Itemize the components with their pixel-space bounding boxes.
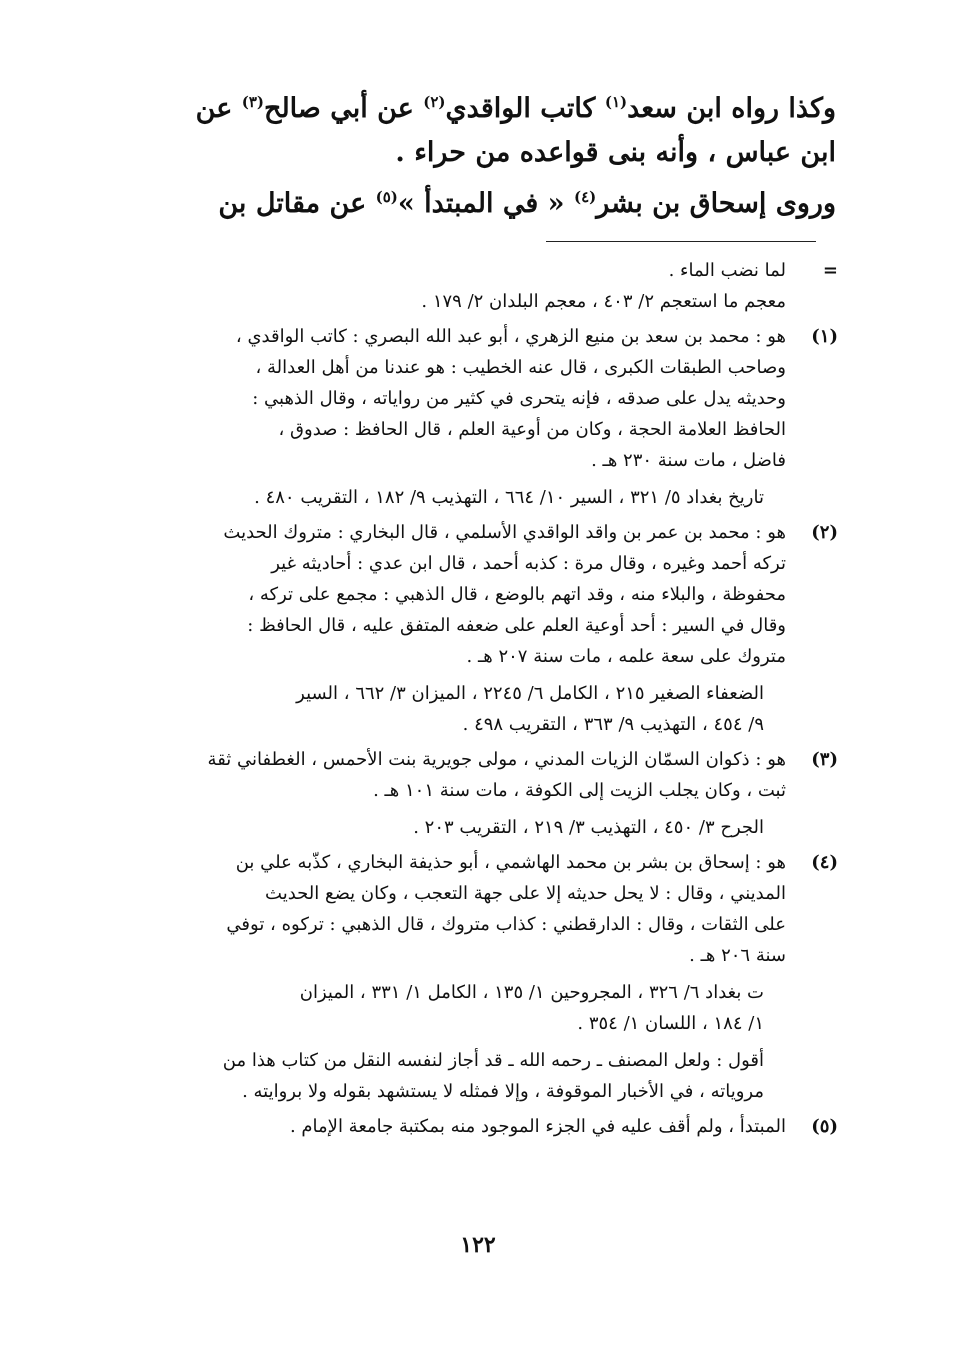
footnote-number: (٣)	[811, 749, 838, 770]
main-text	[124, 80, 836, 226]
footnote-line: فاضل ، مات سنة ٢٣٠ هـ .	[591, 450, 786, 471]
footnote-3	[124, 744, 838, 843]
main-text-segment: وروى إسحاق بن بشر	[596, 188, 836, 219]
footnote-continuation-marker: =	[822, 260, 838, 281]
main-line-3	[124, 175, 836, 226]
footnote-line: وقال في السير : أحد أوعية العلم على ضعفه المتفق عليه ، قال الحافظ :	[247, 615, 786, 636]
footnote-line: وصاحب الطبقات الكبرى ، قال عنه الخطيب : هو عندنا من أهل العدالة ،	[255, 357, 786, 378]
footnote-1	[124, 321, 838, 513]
footnote-number: (١)	[811, 326, 838, 347]
footnote-line: هو : ذكوان السمّان الزيات المدني ، مولى جويرية بنت الأحمس ، الغطفاني ثقة	[207, 749, 786, 770]
footnote-sources	[124, 678, 786, 740]
footnote-line: هو : محمد بن سعد بن منيع الزهري ، أبو عبد الله البصري : كاتب الواقدي ،	[235, 326, 786, 347]
footnote-line: وحديثه يدل على صدقه ، فإنه يتحرى في كثير من رواياته ، وقال الذهبي :	[252, 388, 786, 409]
page-number: ١٢٢	[460, 1232, 496, 1258]
footnote-sources	[124, 812, 786, 843]
footnote-comment-line: مروياته ، في الأخبار الموقوفة ، وإلا فمثله لا يستشهد بقوله ولا بروايته .	[242, 1081, 764, 1102]
main-text-segment: عن	[195, 93, 233, 124]
footnote-line: على الثقات ، وقال : الدارقطني : كذاب متروك ، قال الذهبي : تركوه ، توفي	[226, 914, 786, 935]
footnote-sources	[124, 977, 786, 1039]
footnote-source-line: الضعفاء الصغير ٢١٥ ، الكامل ٦/ ٢٢٤٥ ، الميزان ٣/ ٦٦٢ ، السير	[296, 683, 764, 704]
footnote-2	[124, 517, 838, 740]
footnote-sources	[124, 482, 786, 513]
footnote-line: المديني ، وقال : لا يحل حديثه إلا على جهة التعجب ، وكان يضع الحديث	[265, 883, 786, 904]
footnote-line: محفوظة ، والبلاء منه ، وقد اتهم بالوضع ، قال الذهبي : مجمع على تركه ،	[248, 584, 786, 605]
footnote-source-line: معجم ما استعجم ٢/ ٤٠٣ ، معجم البلدان ٢/ ١٧٩ .	[421, 291, 786, 312]
footnote-author-comment	[124, 1045, 786, 1107]
footnote-line: تركه أحمد وغيره ، وقال مرة : كذبه أحمد ، قال ابن عدي : أحاديثه غير	[271, 553, 786, 574]
footnote-ref-5[interactable]: (٥)	[375, 188, 398, 206]
footnote-line: متروك على سعة علمه ، مات سنة ٢٠٧ هـ .	[466, 646, 786, 667]
footnote-number: (٤)	[811, 852, 838, 873]
footnote-line: سنة ٢٠٦ هـ .	[689, 945, 786, 966]
footnote-line: الحافظ العلامة الحجة ، وكان من أوعية العلم ، قال الحافظ : صدوق ،	[278, 419, 786, 440]
footnote-5	[124, 1111, 838, 1142]
footnote-number: (٥)	[811, 1116, 838, 1137]
footnote-line: المبتدأ ، ولم أقف عليه في الجزء الموجود منه بمكتبة جامعة الإمام .	[289, 1116, 786, 1137]
footnote-ref-2[interactable]: (٢)	[423, 93, 446, 111]
footnote-ref-3[interactable]: (٣)	[241, 93, 265, 111]
main-text-segment: عن أبي صالح	[264, 93, 414, 124]
main-text-segment: عن مقاتل بن	[218, 188, 367, 219]
footnote-source-line: ٩/ ٤٥٤ ، التهذيب ٩/ ٣٦٣ ، التقريب ٤٩٨ .	[462, 714, 764, 735]
footnote-source-line: ت بغداد ٦/ ٣٢٦ ، المجروحين ١/ ١٣٥ ، الكامل ١/ ٣٣١ ، الميزان	[299, 982, 764, 1003]
main-text-segment: كاتب الواقدي	[445, 93, 596, 124]
footnotes	[124, 255, 838, 1142]
footnote-line: هو : إسحاق بن بشر بن محمد الهاشمي ، أبو حذيفة البخاري ، كذّبه علي بن	[235, 852, 786, 873]
main-line-2: ابن عباس ، وأنه بنى قواعده من حراء .	[395, 137, 836, 168]
footnote-source-line: الجرح ٣/ ٤٥٠ ، التهذيب ٣/ ٢١٩ ، التقريب ٢٠٣ .	[413, 817, 764, 838]
footnote-line: لما نضب الماء .	[668, 260, 786, 281]
main-text-segment: وكذا رواه ابن سعد	[627, 93, 836, 124]
footnote-ref-4[interactable]: (٤)	[573, 188, 597, 206]
footnote-line: ثبت ، وكان يجلب الزيت إلى الكوفة ، مات سنة ١٠١ هـ .	[373, 780, 786, 801]
footnote-line: هو : محمد بن عمر بن واقد الواقدي الأسلمي ، قال البخاري : متروك الحديث	[223, 522, 786, 543]
main-line-1	[124, 80, 836, 131]
main-text-segment: « في المبتدأ »	[397, 188, 565, 219]
footnote-continuation	[124, 255, 838, 317]
footnote-4	[124, 847, 838, 1107]
footnote-source-line: تاريخ بغداد ٥/ ٣٢١ ، السير ١٠/ ٦٦٤ ، التهذيب ٩/ ١٨٢ ، التقريب ٤٨٠ .	[254, 487, 764, 508]
footnote-comment-line: أقول : ولعل المصنف ـ رحمه الله ـ قد أجاز لنفسه النقل من كتاب هذا من	[222, 1050, 764, 1071]
footnote-number: (٢)	[811, 522, 838, 543]
footnote-source-line: ١/ ١٨٤ ، اللسان ١/ ٣٥٤ .	[577, 1013, 764, 1034]
footnote-ref-1[interactable]: (١)	[604, 93, 628, 111]
footnote-separator	[546, 241, 816, 242]
